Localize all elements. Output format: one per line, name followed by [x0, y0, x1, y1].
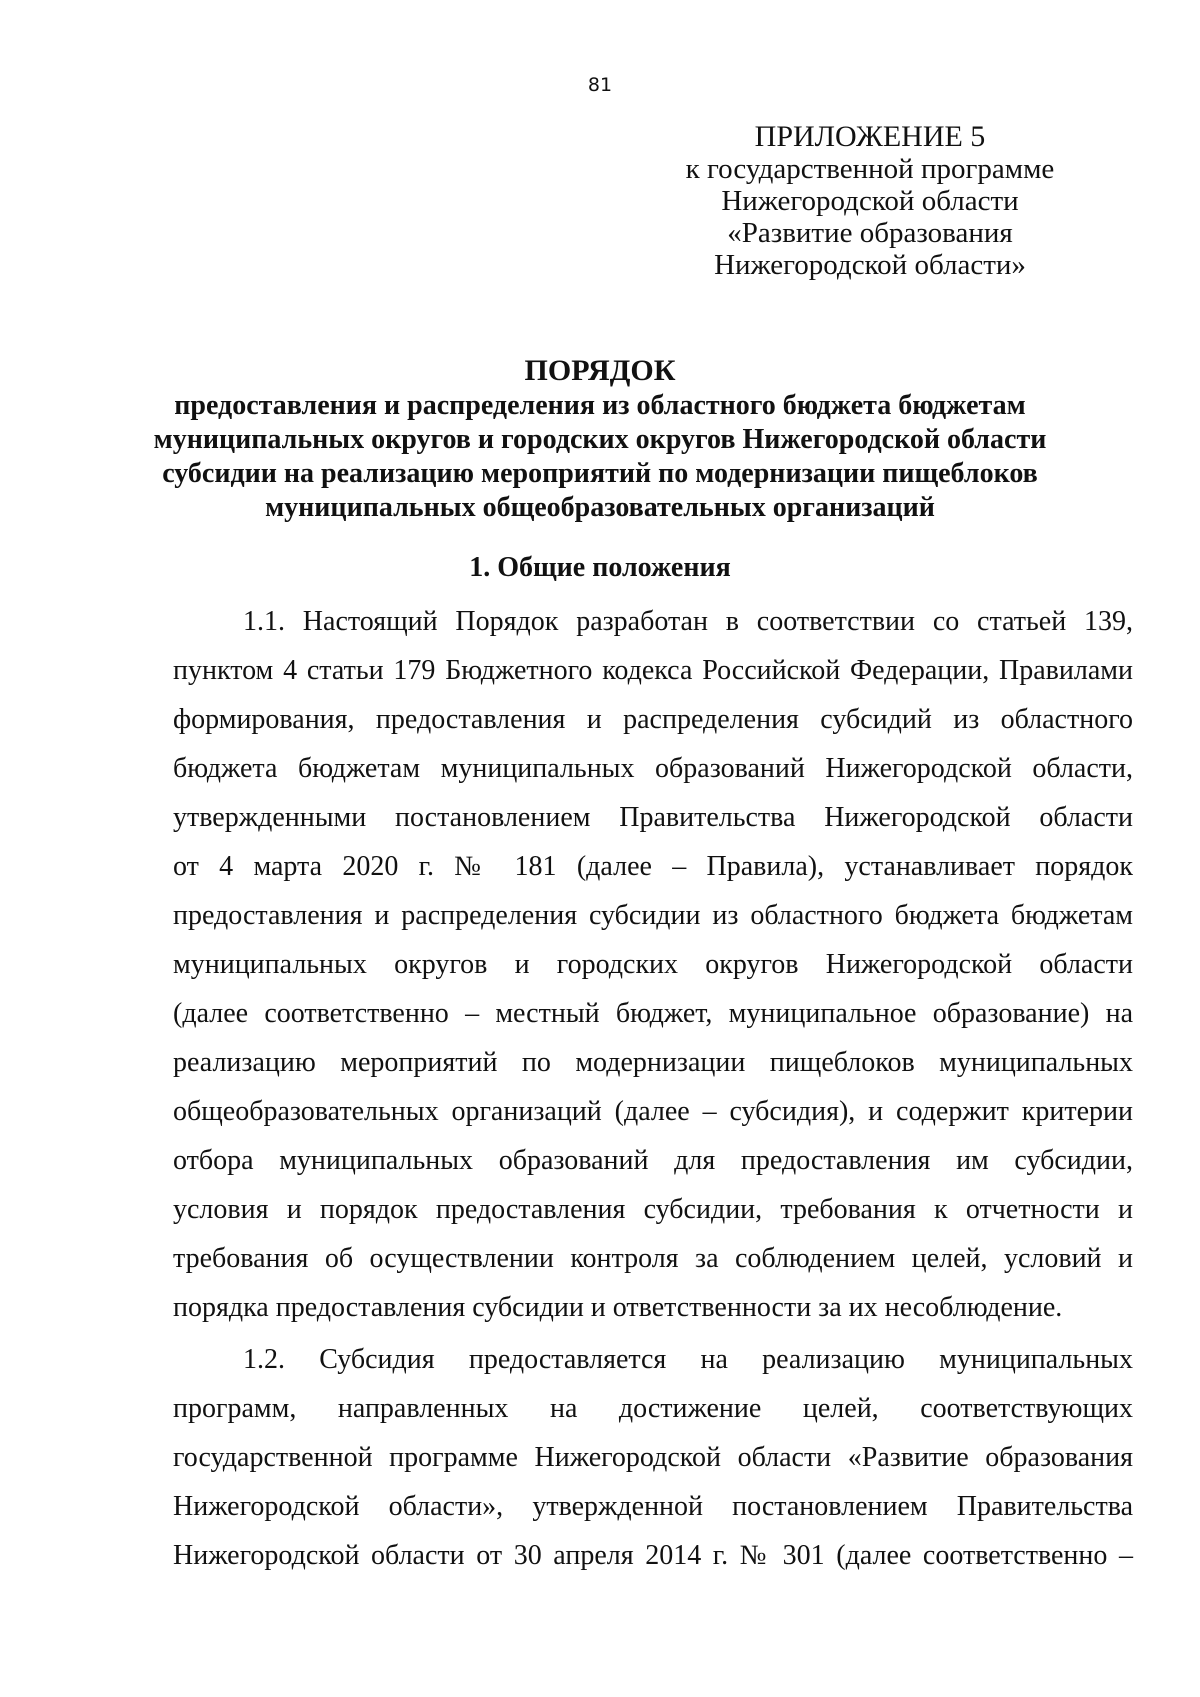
paragraph-line: предоставления и распределения субсидии из областного бюджета бюджетам: [173, 900, 1133, 931]
page-number: 81: [587, 74, 613, 96]
paragraph-line: (далее соответственно – местный бюджет, муниципальное образование) на: [173, 998, 1133, 1029]
subtitle-line: муниципальных общеобразовательных организаций: [265, 492, 935, 523]
subtitle-line: субсидии на реализацию мероприятий по модернизации пищеблоков: [162, 458, 1038, 489]
paragraph-line: общеобразовательных организаций (далее – субсидия), и содержит критерии: [173, 1096, 1133, 1127]
paragraph-line: порядка предоставления субсидии и ответственности за их несоблюдение.: [173, 1292, 1063, 1323]
paragraph-line: от 4 марта 2020 г. № 181 (далее – Правила), устанавливает порядок: [173, 851, 1133, 882]
paragraph-line: программ, направленных на достижение целей, соответствующих: [173, 1393, 1133, 1424]
document-subtitle: [130, 389, 1070, 525]
paragraph-line: утвержденными постановлением Правительства Нижегородской области: [173, 802, 1133, 833]
paragraph-line: условия и порядок предоставления субсидии, требования к отчетности и: [173, 1194, 1133, 1225]
subtitle-line: муниципальных округов и городских округов Нижегородской области: [153, 424, 1047, 455]
paragraph-line: отбора муниципальных образований для предоставления им субсидии,: [173, 1145, 1133, 1176]
paragraph-line: реализацию мероприятий по модернизации пищеблоков муниципальных: [173, 1047, 1133, 1078]
appendix-title: ПРИЛОЖЕНИЕ 5: [754, 120, 986, 153]
paragraph-line: бюджета бюджетам муниципальных образований Нижегородской области,: [173, 753, 1133, 784]
paragraph-line: муниципальных округов и городских округов Нижегородской области: [173, 949, 1133, 980]
paragraph-line: 1.1. Настоящий Порядок разработан в соответствии со статьей 139,: [243, 606, 1133, 637]
paragraph-line: Нижегородской области», утвержденной постановлением Правительства: [173, 1491, 1133, 1522]
paragraph-line: требования об осуществлении контроля за соблюдением целей, условий и: [173, 1243, 1133, 1274]
appendix-block: [650, 121, 1090, 281]
document-title: ПОРЯДОК: [524, 354, 676, 387]
appendix-line: Нижегородской области: [721, 185, 1019, 217]
appendix-line: к государственной программе: [685, 153, 1055, 185]
paragraph-1-1: [173, 597, 1133, 1332]
paragraph-line: государственной программе Нижегородской области «Развитие образования: [173, 1442, 1133, 1473]
paragraph-1-2: [173, 1335, 1133, 1580]
paragraph-line: Нижегородской области от 30 апреля 2014 г. № 301 (далее соответственно –: [173, 1540, 1133, 1571]
appendix-line: «Развитие образования: [727, 217, 1013, 249]
paragraph-line: 1.2. Субсидия предоставляется на реализацию муниципальных: [243, 1344, 1133, 1375]
subtitle-line: предоставления и распределения из областного бюджета бюджетам: [174, 390, 1026, 421]
section-title: 1. Общие положения: [469, 552, 731, 583]
paragraph-line: формирования, предоставления и распределения субсидий из областного: [173, 704, 1133, 735]
paragraph-line: пунктом 4 статьи 179 Бюджетного кодекса Российской Федерации, Правилами: [173, 655, 1133, 686]
appendix-line: Нижегородской области»: [714, 249, 1026, 281]
